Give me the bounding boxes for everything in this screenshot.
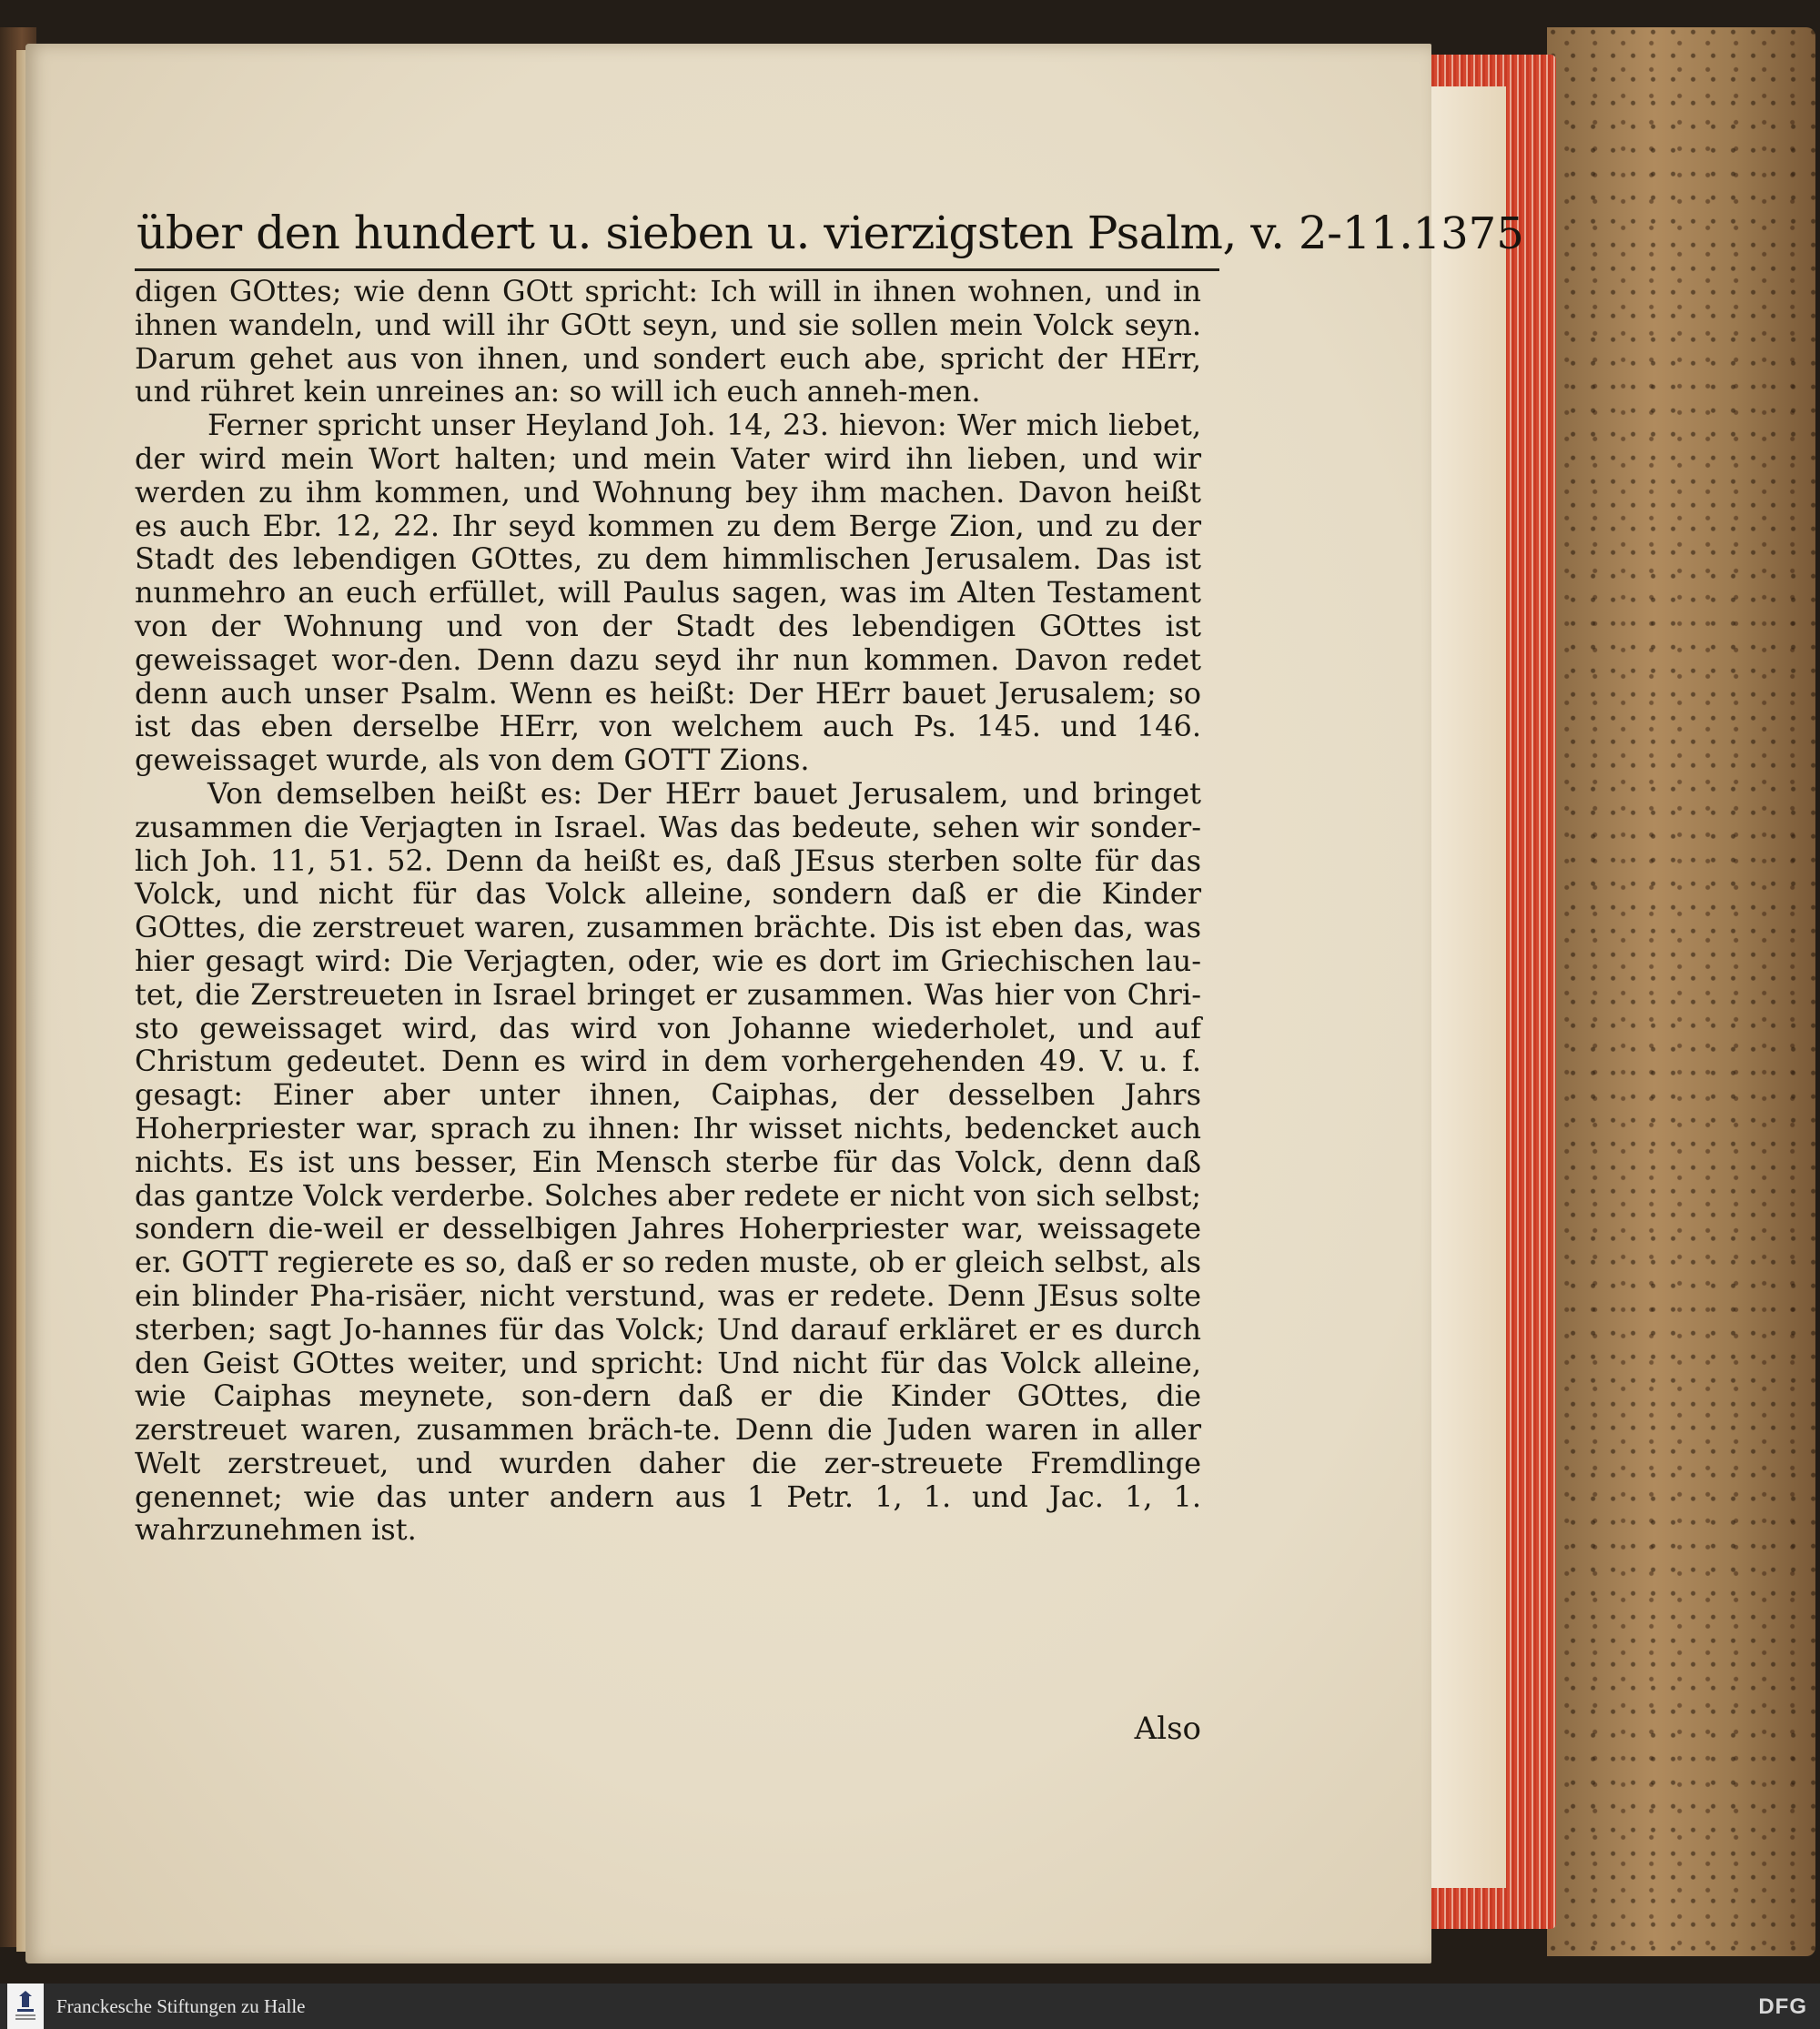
dfg-logo: DFG bbox=[1758, 1994, 1807, 2019]
catchword: Also bbox=[1134, 1711, 1201, 1747]
head-rule bbox=[135, 268, 1219, 271]
institution-logo-icon bbox=[7, 1984, 44, 2029]
running-head bbox=[136, 196, 1524, 259]
running-head-title: über den hundert u. sieben u. vierzigsten Psalm, v. 2-11. bbox=[136, 207, 1413, 259]
viewer-footer bbox=[0, 1984, 1820, 2029]
page-stack-inner bbox=[1429, 86, 1506, 1888]
right-cover bbox=[1547, 27, 1815, 1956]
paragraph-1: digen GOttes; wie denn GOtt spricht: Ich will in ihnen wohnen, und in ihnen wandeln, und will ihr GOtt seyn, und sie sollen mein Volck seyn. Darum gehet aus von ihnen, und sondert euch abe, spricht der HErr, und rühret kein unreines an: so will ich euch anneh-men. bbox=[135, 274, 1201, 409]
page-number: 1375 bbox=[1412, 208, 1524, 259]
institution-name: Franckesche Stiftungen zu Halle bbox=[56, 1994, 306, 2017]
body-text bbox=[135, 275, 1201, 1547]
paragraph-2: Ferner spricht unser Heyland Joh. 14, 23. hievon: Wer mich liebet, der wird mein Wort halten; und mein Vater wird ihn lieben, und wir werden zu ihm kommen, und Wohnung bey ihm machen. Davon heißt es auch Ebr. 12, 22. Ihr seyd kommen zu dem Berge Zion, und zu der Stadt des lebendigen GOttes, zu dem himmlischen Jerusalem. Das ist nunmehro an euch erfüllet, will Paulus sagen, was im Alten Testament von der Wohnung und von der Stadt des lebendigen GOttes ist geweissaget wor-den. Denn dazu seyd ihr nun kommen. Davon redet denn auch unser Psalm. Wenn es heißt: Der HErr bauet Jerusalem; so ist das eben derselbe HErr, von welchem auch Ps. 145. und 146. geweissaget wurde, als von dem GOTT Zions. bbox=[135, 408, 1201, 778]
paragraph-3: Von demselben heißt es: Der HErr bauet Jerusalem, und bringet zusammen die Verjagten in Israel. Was das bedeute, sehen wir sonder-lich Joh. 11, 51. 52. Denn da heißt es, daß JEsus sterben solte für das Volck, und nicht für das Volck alleine, sondern daß er die Kinder GOttes, die zerstreuet waren, zusammen brächte. Dis ist eben das, was hier gesagt wird: Die Verjagten, oder, wie es dort im Griechischen lau-tet, die Zerstreueten in Israel bringet er zusammen. Was hier von Chri-sto geweissaget wird, das wird von Johanne wiederholet, und auf Christum gedeutet. Denn es wird in dem vorhergehenden 49. V. u. f. gesagt: Einer aber unter ihnen, Caiphas, der desselben Jahrs Hoherpriester war, sprach zu ihnen: Ihr wisset nichts, bedencket auch nichts. Es ist uns besser, Ein Mensch sterbe für das Volck, denn daß das gantze Volck verderbe. Solches aber redete er nicht von sich selbst; sondern die-weil er desselbigen Jahres Hoherpriester war, weissagete er. GOTT regierete es so, daß er so reden muste, ob er gleich selbst, als ein blinder Pha-risäer, nicht verstund, was er redete. Denn JEsus solte sterben; sagt Jo-hannes für das Volck; Und darauf erkläret er es durch den Geist GOttes weiter, und spricht: Und nicht für das Volck alleine, wie Caiphas meynete, son-dern daß er die Kinder GOttes, die zerstreuet waren, zusammen bräch-te. Denn die Juden waren in aller Welt zerstreuet, und wurden daher die zer-streuete Fremdlinge genennet; wie das unter andern aus 1 Petr. 1, 1. und Jac. 1, 1. wahrzunehmen ist. bbox=[135, 775, 1201, 1548]
